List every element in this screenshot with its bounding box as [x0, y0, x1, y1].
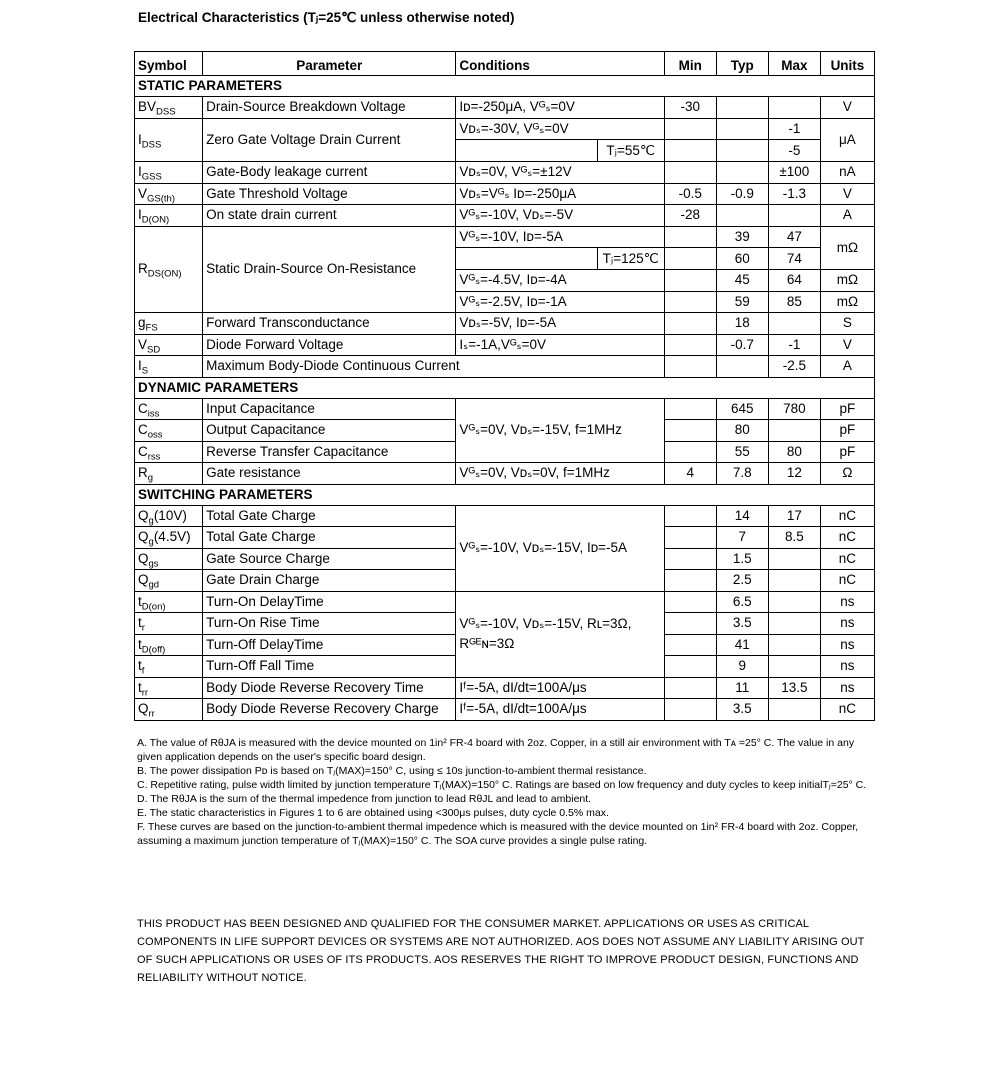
condition-cell: Vᴳₛ=-10V, Vᴅₛ=-15V, Iᴅ=-5A — [456, 505, 664, 591]
footnotes — [137, 736, 867, 848]
max-cell: 780 — [768, 398, 820, 420]
note-c: C. Repetitive rating, pulse width limited by junction temperature Tⱼ(MAX)=150° C. Ratings are based on low frequency and duty cycles to keep initialTⱼ=25° C. — [137, 779, 867, 791]
symbol-cell: $t_{rr}$ — [135, 677, 203, 699]
note-e: E. The static characteristics in Figures 1 to 6 are obtained using <300μs pulses, duty cycle 0.5% max. — [137, 807, 609, 819]
parameter-cell: Maximum Body-Diode Continuous Current — [203, 356, 665, 378]
parameter-cell: Reverse Transfer Capacitance — [203, 441, 456, 463]
condition-cell: Vᴳₛ=0V, Vᴅₛ=0V, f=1MHz — [456, 463, 664, 485]
symbol-cell: $C_{oss}$ — [135, 420, 203, 442]
max-cell — [768, 97, 820, 119]
unit-cell: mΩ — [820, 270, 874, 292]
symbol-cell: $Q_{rr}$ — [135, 699, 203, 721]
symbol-cell: $BV_{DSS}$ — [135, 97, 203, 119]
symbol-cell: $I_{D(ON)}$ — [135, 205, 203, 227]
note-f: F. These curves are based on the junction-to-ambient thermal impedence which is measured with the device mounted on 1in² FR-4 board with 2oz. Copper, assuming a maximum junction temperature of Tⱼ(MAX)=150° C. The SOA curve provides a single pulse rating. — [137, 821, 859, 847]
typ-cell: 55 — [716, 441, 768, 463]
unit-cell: pF — [820, 441, 874, 463]
condition-cell: Vᴳₛ=0V, Vᴅₛ=-15V, f=1MHz — [456, 398, 664, 463]
unit-cell: V — [820, 334, 874, 356]
table-row — [135, 183, 875, 205]
min-cell: -28 — [664, 205, 716, 227]
condition-cell: Vᴅₛ=0V, Vᴳₛ=±12V — [456, 162, 664, 184]
parameter-cell: Forward Transconductance — [203, 313, 456, 335]
table-row — [135, 118, 875, 140]
unit-cell: μA — [820, 118, 874, 162]
typ-cell: 2.5 — [716, 570, 768, 592]
unit-cell: Ω — [820, 463, 874, 485]
disclaimer: THIS PRODUCT HAS BEEN DESIGNED AND QUALIFIED FOR THE CONSUMER MARKET. APPLICATIONS OR USES AS CRITICAL COMPONENTS IN LIFE SUPPORT DEVICES OR SYSTEMS ARE NOT AUTHORIZED. AOS DOES NOT ASSUME ANY LIABILITY ARISING OUT OF SUCH APPLICATIONS OR USES OF ITS PRODUCTS. AOS RESERVES THE RIGHT TO IMPROVE PRODUCT DESIGN, FUNCTIONS AND RELIABILITY WITHOUT NOTICE. — [137, 918, 865, 984]
typ-cell: 645 — [716, 398, 768, 420]
typ-cell: 14 — [716, 505, 768, 527]
table-row — [135, 334, 875, 356]
condition-cell: Vᴳₛ=-10V, Vᴅₛ=-5V — [456, 205, 664, 227]
parameter-cell: Output Capacitance — [203, 420, 456, 442]
max-cell: -1.3 — [768, 183, 820, 205]
condition-cell: Vᴳₛ=-4.5V, Iᴅ=-4A — [456, 270, 664, 292]
unit-cell: ns — [820, 591, 874, 613]
unit-cell: A — [820, 205, 874, 227]
parameter-cell: Gate-Body leakage current — [203, 162, 456, 184]
max-cell: 12 — [768, 463, 820, 485]
min-cell: -30 — [664, 97, 716, 119]
typ-cell: 1.5 — [716, 548, 768, 570]
parameter-cell: Drain-Source Breakdown Voltage — [203, 97, 456, 119]
header-typ: Typ — [716, 52, 768, 76]
page-title: Electrical Characteristics (Tⱼ=25℃ unless otherwise noted) — [138, 10, 515, 25]
max-cell: 80 — [768, 441, 820, 463]
max-cell: -1 — [768, 118, 820, 140]
parameter-cell: Total Gate Charge — [203, 505, 456, 527]
parameter-cell: On state drain current — [203, 205, 456, 227]
symbol-cell: $g_{FS}$ — [135, 313, 203, 335]
condition-cell: Vᴅₛ=Vᴳₛ Iᴅ=-250μA — [456, 183, 664, 205]
unit-cell: nC — [820, 548, 874, 570]
symbol-cell: $t_{D(on)}$ — [135, 591, 203, 613]
table-row — [135, 205, 875, 227]
parameter-cell: Body Diode Reverse Recovery Charge — [203, 699, 456, 721]
symbol-cell: $C_{rss}$ — [135, 441, 203, 463]
unit-cell: ns — [820, 656, 874, 678]
condition-cell: Iₛ=-1A,Vᴳₛ=0V — [456, 334, 664, 356]
typ-cell: 7 — [716, 527, 768, 549]
condition-cell: Vᴳₛ=-10V, Vᴅₛ=-15V, Rʟ=3Ω, Rᴳᴱɴ=3Ω — [456, 591, 664, 677]
typ-cell: 80 — [716, 420, 768, 442]
unit-cell: nA — [820, 162, 874, 184]
symbol-cell: $t_r$ — [135, 613, 203, 635]
typ-cell: -0.7 — [716, 334, 768, 356]
unit-cell: V — [820, 97, 874, 119]
typ-cell: 18 — [716, 313, 768, 335]
condition-cell: Tⱼ=55℃ — [456, 140, 664, 162]
unit-cell: pF — [820, 398, 874, 420]
table-row — [135, 699, 875, 721]
typ-cell: 39 — [716, 226, 768, 248]
table-row — [135, 398, 875, 420]
table-row — [135, 313, 875, 335]
section-switching: SWITCHING PARAMETERS — [135, 484, 875, 505]
table-row — [135, 162, 875, 184]
max-cell: 13.5 — [768, 677, 820, 699]
condition-cell: Vᴳₛ=-10V, Iᴅ=-5A — [456, 226, 664, 248]
condition-cell: Vᴅₛ=-30V, Vᴳₛ=0V — [456, 118, 664, 140]
parameter-cell: Gate resistance — [203, 463, 456, 485]
typ-cell: 6.5 — [716, 591, 768, 613]
header-conditions: Conditions — [456, 52, 664, 76]
note-a: A. The value of RθJA is measured with the device mounted on 1in² FR-4 board with 2oz. Copper, in a still air environment with Tᴀ =25° C. The value in any given application depends on the user's specific board design. — [137, 737, 855, 763]
parameter-cell: Turn-On Rise Time — [203, 613, 456, 635]
unit-cell: nC — [820, 505, 874, 527]
parameter-cell: Body Diode Reverse Recovery Time — [203, 677, 456, 699]
typ-cell: 59 — [716, 291, 768, 313]
max-cell: 17 — [768, 505, 820, 527]
header-symbol: Symbol — [135, 52, 203, 76]
parameter-cell: Turn-Off DelayTime — [203, 634, 456, 656]
parameter-cell: Static Drain-Source On-Resistance — [203, 226, 456, 313]
table-row — [135, 226, 875, 248]
parameter-cell: Gate Drain Charge — [203, 570, 456, 592]
typ-cell: 3.5 — [716, 699, 768, 721]
max-cell: 8.5 — [768, 527, 820, 549]
unit-cell: ns — [820, 677, 874, 699]
unit-cell: S — [820, 313, 874, 335]
parameter-cell: Diode Forward Voltage — [203, 334, 456, 356]
note-d: D. The RθJA is the sum of the thermal impedence from junction to lead RθJL and lead to ambient. — [137, 793, 592, 805]
symbol-cell: $R_{DS(ON)}$ — [135, 226, 203, 313]
unit-cell: mΩ — [820, 226, 874, 270]
symbol-cell: $I_{DSS}$ — [135, 118, 203, 162]
condition-cell: Vᴳₛ=-2.5V, Iᴅ=-1A — [456, 291, 664, 313]
min-cell: -0.5 — [664, 183, 716, 205]
typ-cell: 41 — [716, 634, 768, 656]
max-cell: -5 — [768, 140, 820, 162]
max-cell: 64 — [768, 270, 820, 292]
typ-cell: -0.9 — [716, 183, 768, 205]
max-cell: 47 — [768, 226, 820, 248]
symbol-cell: $Q_g(10V)$ — [135, 505, 203, 527]
unit-cell: nC — [820, 699, 874, 721]
header-units: Units — [820, 52, 874, 76]
unit-cell: V — [820, 183, 874, 205]
unit-cell: ns — [820, 634, 874, 656]
unit-cell: A — [820, 356, 874, 378]
symbol-cell: $Q_{gd}$ — [135, 570, 203, 592]
table-row — [135, 463, 875, 485]
parameter-cell: Turn-Off Fall Time — [203, 656, 456, 678]
table-row — [135, 591, 875, 613]
header-max: Max — [768, 52, 820, 76]
header-min: Min — [664, 52, 716, 76]
section-dynamic: DYNAMIC PARAMETERS — [135, 377, 875, 398]
typ-cell: 60 — [716, 248, 768, 270]
condition-cell: Tⱼ=125℃ — [456, 248, 664, 270]
condition-cell: Vᴅₛ=-5V, Iᴅ=-5A — [456, 313, 664, 335]
table-row — [135, 356, 875, 378]
table-row — [135, 677, 875, 699]
symbol-cell: $t_f$ — [135, 656, 203, 678]
symbol-cell: $I_{GSS}$ — [135, 162, 203, 184]
parameter-cell: Turn-On DelayTime — [203, 591, 456, 613]
parameter-cell: Gate Threshold Voltage — [203, 183, 456, 205]
parameter-cell: Input Capacitance — [203, 398, 456, 420]
symbol-cell: $Q_g(4.5V)$ — [135, 527, 203, 549]
parameter-cell: Zero Gate Voltage Drain Current — [203, 118, 456, 162]
typ-cell: 45 — [716, 270, 768, 292]
typ-cell: 9 — [716, 656, 768, 678]
typ-cell: 7.8 — [716, 463, 768, 485]
header-parameter: Parameter — [203, 52, 456, 76]
symbol-cell: $Q_{gs}$ — [135, 548, 203, 570]
unit-cell: nC — [820, 527, 874, 549]
parameter-cell: Gate Source Charge — [203, 548, 456, 570]
condition-cell: Iᴅ=-250μA, Vᴳₛ=0V — [456, 97, 664, 119]
parameter-cell: Total Gate Charge — [203, 527, 456, 549]
section-static: STATIC PARAMETERS — [135, 76, 875, 97]
max-cell: -1 — [768, 334, 820, 356]
max-cell: ±100 — [768, 162, 820, 184]
unit-cell: ns — [820, 613, 874, 635]
condition-cell: Iᶠ=-5A, dI/dt=100A/μs — [456, 699, 664, 721]
symbol-cell: $R_g$ — [135, 463, 203, 485]
symbol-cell: $V_{SD}$ — [135, 334, 203, 356]
unit-cell: pF — [820, 420, 874, 442]
table-row — [135, 97, 875, 119]
symbol-cell: $t_{D(off)}$ — [135, 634, 203, 656]
typ-cell — [716, 97, 768, 119]
table-row — [135, 505, 875, 527]
max-cell: -2.5 — [768, 356, 820, 378]
typ-cell: 3.5 — [716, 613, 768, 635]
symbol-cell: $C_{iss}$ — [135, 398, 203, 420]
symbol-cell: $I_S$ — [135, 356, 203, 378]
electrical-characteristics-table — [134, 51, 875, 721]
unit-cell: mΩ — [820, 291, 874, 313]
unit-cell: nC — [820, 570, 874, 592]
max-cell: 85 — [768, 291, 820, 313]
min-cell: 4 — [664, 463, 716, 485]
max-cell: 74 — [768, 248, 820, 270]
note-b: B. The power dissipation Pᴅ is based on Tⱼ(MAX)=150° C, using ≤ 10s junction-to-ambient thermal resistance. — [137, 765, 647, 777]
condition-cell: Iᶠ=-5A, dI/dt=100A/μs — [456, 677, 664, 699]
header-row — [135, 52, 875, 76]
typ-cell: 11 — [716, 677, 768, 699]
symbol-cell: $V_{GS(th)}$ — [135, 183, 203, 205]
